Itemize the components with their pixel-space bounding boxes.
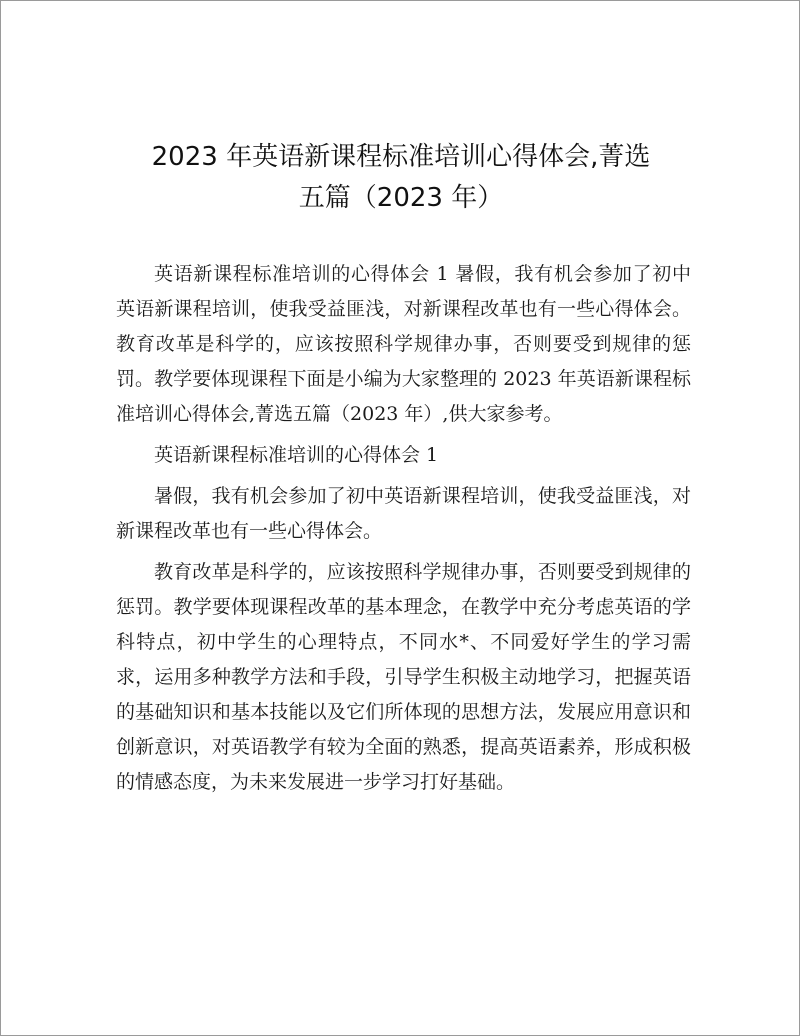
title-line-1: 2023 年英语新课程标准培训心得体会,菁选 (151, 142, 651, 172)
section-heading: 英语新课程标准培训的心得体会 1 (154, 444, 439, 466)
intro-paragraph: 英语新课程标准培训的心得体会 1 暑假，我有机会参加了初中英语新课程培训，使我受益匪浅，对新课程改革也有一些心得体会。教育改革是科学的，应该按照科学规律办事，否则要受到规律的惩罚。教学要体现课程下面是小编为大家整理的 2023 年英语新课程标准培训心得体会,菁选五篇（2023 年）,供大家参考。 (116, 263, 691, 425)
document-title (61, 137, 741, 219)
body-paragraph: 暑假，我有机会参加了初中英语新课程培训，使我受益匪浅，对新课程改革也有一些心得体会。 (116, 485, 691, 542)
body-paragraph: 教育改革是科学的，应该按照科学规律办事，否则要受到规律的惩罚。教学要体现课程改革的基本理念，在教学中充分考虑英语的学科特点，初中学生的心理特点，不同水*、不同爱好学生的学习需求，运用多种教学方法和手段，引导学生积极主动地学习，把握英语的基础知识和基本技能以及它们所体现的思想方法，发展应用意识和创新意识，对英语教学有较为全面的熟悉，提高英语素养，形成积极的情感态度，为未来发展进一步学习打好基础。 (116, 561, 691, 793)
title-line-2: 五篇（2023 年） (298, 183, 504, 213)
document-body (116, 257, 691, 800)
